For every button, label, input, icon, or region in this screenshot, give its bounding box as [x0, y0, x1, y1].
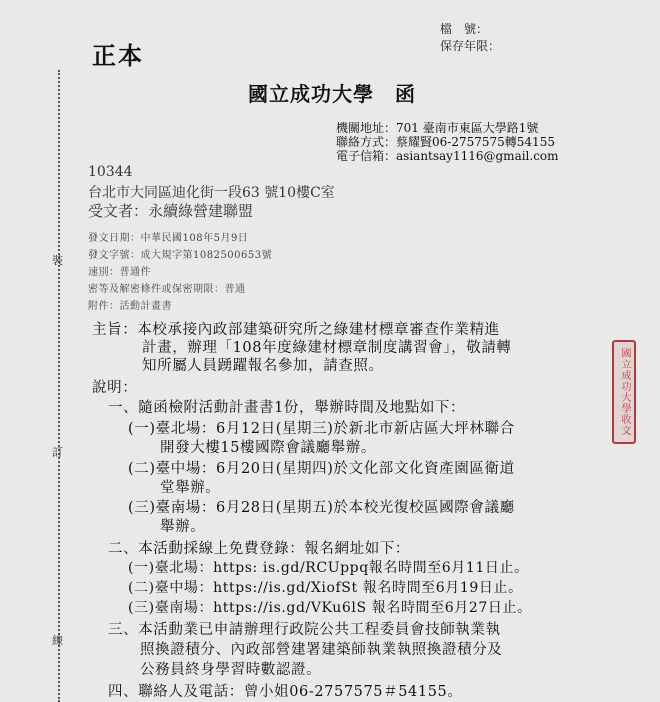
- subject-line-3: 知所屬人員踴躍報名參加，請查照。: [142, 358, 384, 374]
- document-number: 發文字號：成大規字第1082500653號: [88, 250, 273, 261]
- item-2: 二、本活動採線上免費登錄：報名網址如下：: [108, 541, 410, 557]
- margin-mark-fold: 裝: [52, 254, 63, 267]
- subject-line-1: 主旨：本校承接內政部建築研究所之綠建材標章審查作業精進: [92, 322, 500, 338]
- urgency: 速別：普通件: [88, 267, 151, 278]
- sender-address: 機關地址：701 臺南市東區大學路1號: [336, 121, 539, 135]
- document-title: 國立成功大學 函: [248, 82, 416, 106]
- subject-line-2: 計畫，辦理「108年度綠建材標章制度講習會」，敬請轉: [142, 340, 512, 356]
- item-1-taipei-cont: 開發大樓15樓國際會議廳舉辦。: [160, 440, 376, 456]
- archive-number-label: 檔 號：: [440, 22, 489, 36]
- issue-date: 發文日期：中華民國108年5月9日: [88, 233, 249, 244]
- item-3-cont-2: 公務員終身學習時數認證。: [140, 662, 322, 678]
- receipt-stamp: 國立成功大學收文: [612, 340, 636, 444]
- binding-line: [58, 70, 60, 702]
- item-1-tainan: (三)臺南場：6月28日(星期五)於本校光復校區國際會議廳: [128, 500, 515, 516]
- margin-mark-staple: 訂: [52, 446, 63, 459]
- recipient-name: 受文者：永續綠營建聯盟: [88, 202, 254, 220]
- item-2-taipei-url: (一)臺北場：https: is.gd/RCUppq報名時間至6月11日止。: [128, 560, 529, 576]
- item-2-taichung-url: (二)臺中場：https://is.gd/XiofSt 報名時間至6月19日止。: [128, 580, 523, 596]
- margin-mark-line: 線: [52, 634, 63, 647]
- item-1: 一、隨函檢附活動計畫書1份，舉辦時間及地點如下：: [108, 400, 466, 416]
- item-3-cont-1: 照換證積分、內政部營建署建築師執業執照換證積分及: [140, 642, 503, 658]
- original-copy-label: 正本: [92, 41, 144, 70]
- item-1-tainan-cont: 舉辦。: [160, 519, 206, 535]
- sender-email: 電子信箱：asiantsay1116@gmail.com: [336, 149, 559, 163]
- item-1-taichung: (二)臺中場：6月20日(星期四)於文化部文化資產園區衛道: [128, 461, 515, 477]
- item-3: 三、本活動業已申請辦理行政院公共工程委員會技師執業執: [108, 622, 501, 638]
- attachment: 附件：活動計畫書: [88, 301, 172, 312]
- item-1-taipei: (一)臺北場：6月12日(星期三)於新北市新店區大坪林聯合: [128, 421, 515, 437]
- item-4: 四、聯絡人及電話：曾小姐06-2757575＃54155。: [108, 684, 463, 700]
- sender-contact: 聯絡方式：蔡耀賢06-2757575轉54155: [336, 135, 555, 149]
- recipient-address: 台北市大同區迪化街一段63 號10樓C室: [88, 185, 335, 201]
- item-2-tainan-url: (三)臺南場：https://is.gd/VKu6lS 報名時間至6月27日止。: [128, 600, 532, 616]
- retention-period-label: 保存年限：: [440, 39, 501, 53]
- postal-code: 10344: [88, 164, 133, 180]
- item-1-taichung-cont: 堂舉辦。: [160, 480, 221, 496]
- explanation-label: 說明：: [92, 380, 138, 396]
- secrecy-level: 密等及解密條件或保密期限：普通: [88, 284, 246, 295]
